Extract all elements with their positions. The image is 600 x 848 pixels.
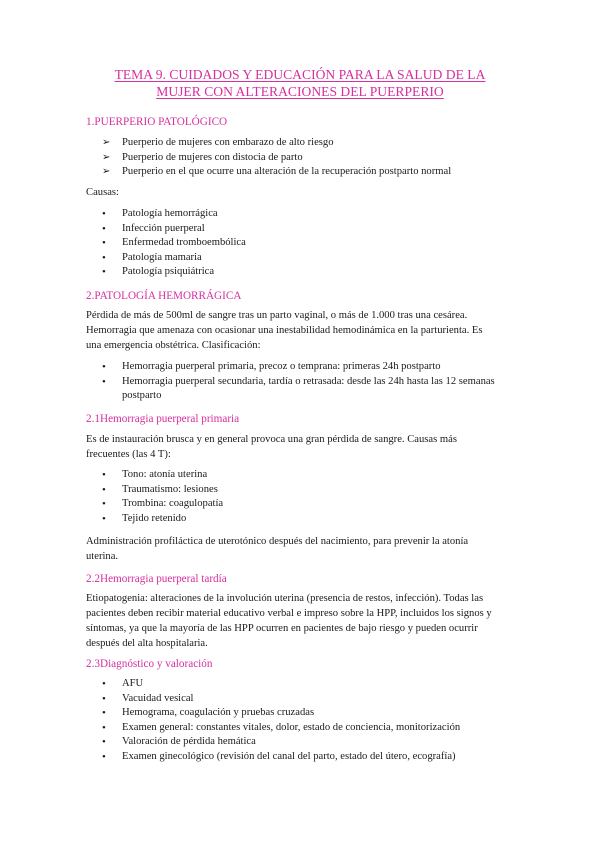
- list-item: • Tono: atonía uterina: [102, 469, 208, 481]
- title-line-2: MUJER CON ALTERACIONES DEL PUERPERIO: [156, 84, 444, 99]
- list-item: • Hemorragia puerperal primaria, precoz o temprana: primeras 24h postparto: [102, 361, 441, 373]
- list-item: • Examen general: constantes vitales, dolor, estado de conciencia, monitorización: [102, 721, 461, 734]
- list-item: • Patología mamaria: [102, 251, 202, 264]
- puerperio-types-list: [102, 136, 522, 180]
- dot-bullet-icon: •: [102, 361, 106, 373]
- dot-bullet-icon: •: [102, 469, 106, 481]
- prophylaxis-note: Administración profiláctica de uterotónico después del nacimiento, para prevenir la atonía uterina.: [86, 536, 469, 562]
- list-item: ➢ Puerperio de mujeres con embarazo de alto riesgo: [102, 136, 522, 151]
- list-item: • Tejido retenido: [102, 512, 187, 525]
- causes-list: [102, 207, 522, 280]
- hemorrhage-definition: Pérdida de más de 500ml de sangre tras un parto vaginal, o más de 1.000 tras una cesárea. Hemorragia que amenaza con ocasionar una inestabilidad hemodinámica en la parturienta. Es una emergencia obstétrica. Clasificación:: [86, 310, 483, 351]
- dot-bullet-icon: •: [102, 678, 106, 690]
- section-heading-puerperio-patologico: 1.PUERPERIO PATOLÓGICO: [86, 116, 228, 128]
- primary-hemorrhage-intro: Es de instauración brusca y en general provoca una gran pérdida de sangre. Causas más frecuentes (las 4 T):: [86, 434, 457, 460]
- dot-bullet-icon: •: [102, 483, 106, 496]
- dot-bullet-icon: •: [102, 692, 106, 705]
- late-hemorrhage-etiopathogenesis: Etiopatogenia: alteraciones de la involución uterina (presencia de restos, infección). Todas las pacientes deben recibir material educativo verbal e impreso sobre la HPP, incluidos los signos y síntomas, ya que la mayoría de las HPP ocurren en pacientes de bajo riesgo y pueden ocurrir después del alta hospitalaria.: [86, 593, 492, 649]
- section-heading-diagnostico-valoracion: 2.3Diagnóstico y valoración: [86, 658, 213, 670]
- dot-bullet-icon: •: [102, 266, 106, 278]
- dot-bullet-icon: •: [102, 222, 106, 235]
- list-item: • Patología psiquiátrica: [102, 266, 215, 278]
- list-item: • Hemograma, coagulación y pruebas cruzadas: [102, 707, 315, 719]
- four-t-causes-list: [102, 468, 522, 526]
- arrow-bullet-icon: ➢: [102, 151, 111, 163]
- arrow-bullet-icon: ➢: [102, 137, 111, 148]
- section-heading-hemorragia-tardia: 2.2Hemorragia puerperal tardía: [86, 573, 227, 585]
- dot-bullet-icon: •: [102, 375, 106, 388]
- section-heading-patologia-hemorragica: 2.PATOLOGÍA HEMORRÁGICA: [86, 290, 242, 302]
- dot-bullet-icon: •: [102, 208, 106, 220]
- hemorrhage-classification-list: [102, 360, 512, 404]
- arrow-bullet-icon: ➢: [102, 166, 111, 177]
- dot-bullet-icon: •: [102, 707, 106, 719]
- diagnosis-list: [102, 677, 522, 764]
- list-item: • Infección puerperal: [102, 222, 205, 235]
- section-heading-hemorragia-primaria: 2.1Hemorragia puerperal primaria: [86, 413, 240, 425]
- list-item: • Valoración de pérdida hemática: [102, 736, 256, 748]
- dot-bullet-icon: •: [102, 721, 106, 734]
- title-line-1: TEMA 9. CUIDADOS Y EDUCACIÓN PARA LA SALUD DE LA: [114, 67, 486, 82]
- dot-bullet-icon: •: [102, 251, 106, 264]
- list-item: • Patología hemorrágica: [102, 208, 218, 220]
- dot-bullet-icon: •: [102, 736, 106, 748]
- causes-label: Causas:: [86, 187, 119, 198]
- dot-bullet-icon: •: [102, 750, 106, 763]
- list-item: • Enfermedad tromboembólica: [102, 237, 246, 249]
- dot-bullet-icon: •: [102, 512, 106, 525]
- list-item: ➢ Puerperio en el que ocurre una alteración de la recuperación postparto normal: [102, 165, 522, 180]
- list-item: • Trombina: coagulopatía: [102, 498, 224, 510]
- list-item: • AFU: [102, 678, 144, 690]
- list-item: ➢ Puerperio de mujeres con distocia de parto: [102, 151, 522, 166]
- list-item: • Hemorragia puerperal secundaria, tardía o retrasada: desde las 24h hasta las 12 semanas postparto: [102, 375, 495, 401]
- dot-bullet-icon: •: [102, 498, 106, 510]
- dot-bullet-icon: •: [102, 237, 106, 249]
- list-item: • Traumatismo: lesiones: [102, 483, 218, 496]
- list-item: • Examen ginecológico (revisión del canal del parto, estado del útero, ecografía): [102, 750, 456, 763]
- document-title: [60, 66, 540, 100]
- list-item: • Vacuidad vesical: [102, 692, 194, 705]
